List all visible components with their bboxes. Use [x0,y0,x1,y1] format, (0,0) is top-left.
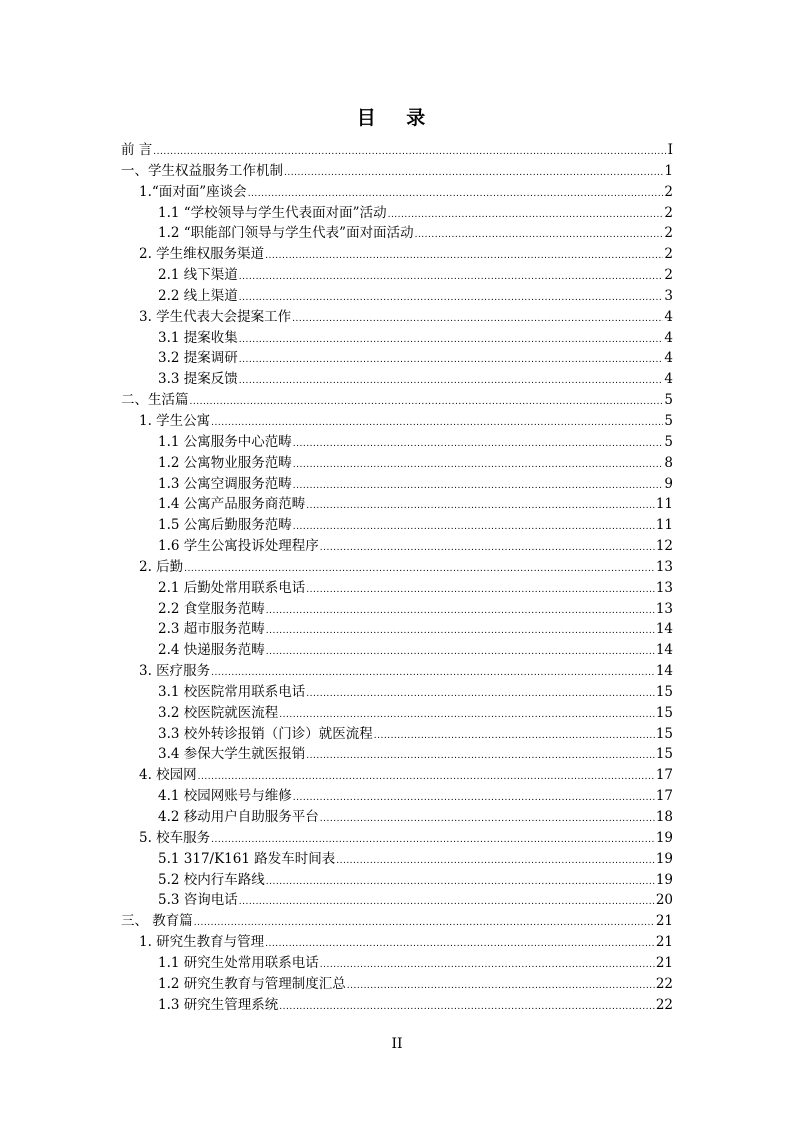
toc-entry-page: I [667,142,673,158]
toc-entry[interactable] [121,472,673,493]
toc-entry-label: 5.1 317/K161 路发车时间表 [158,850,336,867]
dot-leader [320,961,655,970]
toc-entry-page: 15 [655,725,673,742]
toc-entry[interactable] [121,909,673,930]
dot-leader [374,732,655,741]
toc-entry[interactable] [121,701,673,722]
dot-leader [266,648,655,657]
toc-entry-page: 13 [655,579,673,596]
toc-entry-label: 5.2 校内行车路线 [158,871,265,888]
dot-leader [211,836,655,845]
page-number: II [391,1036,403,1052]
dot-leader [306,502,655,511]
toc-entry-page: 15 [655,746,673,763]
toc-entry-page: 13 [655,600,673,617]
toc-entry-page: 4 [664,371,673,388]
toc-entry-label: 1.3 公寓空调服务范畴 [158,475,292,492]
toc-entry-label: 4.2 移动用户自助服务平台 [158,809,319,825]
toc-entry[interactable] [121,784,673,805]
toc-entry-label: 二、生活篇 [121,392,189,409]
dot-leader [194,919,655,928]
toc-entry-label: 前 言 [121,142,153,158]
dot-leader [211,419,663,428]
toc-entry-label: 1.5 公寓后勤服务范畴 [158,517,292,534]
toc-entry-label: 2.2 食堂服务范畴 [158,600,265,617]
dot-leader [184,565,655,574]
toc-entry[interactable] [121,763,673,784]
toc-entry-page: 20 [655,892,673,909]
toc-entry[interactable] [121,576,673,597]
toc-entry-label: 三、 教育篇 [121,913,193,930]
toc-entry[interactable] [121,409,673,430]
dot-leader [388,211,664,220]
dot-leader [293,523,655,532]
dot-leader [306,690,655,699]
dot-leader [265,252,663,261]
toc-entry[interactable] [121,868,673,889]
toc-entry-page: 19 [655,850,673,867]
toc-entry[interactable] [121,367,673,388]
toc-entry-page: 9 [664,475,673,492]
dot-leader [336,857,655,866]
toc-entry-label: 5.3 咨询电话 [158,892,238,909]
toc-entry-label: 3.1 校医院常用联系电话 [158,683,306,700]
toc-entry-page: 11 [655,496,673,513]
toc-entry-label: 3.4 参保大学生就医报销 [158,746,306,763]
toc-entry-page: 19 [655,829,673,846]
dot-leader [239,273,664,282]
toc-entry-page: 4 [664,308,673,325]
toc-entry[interactable] [121,242,673,263]
toc-entry-label: 1.2 公寓物业服务范畴 [158,454,292,471]
toc-entry[interactable] [121,930,673,951]
toc-entry-label: 4.1 校园网账号与维修 [158,788,292,805]
toc-entry-label: 4. 校园网 [139,767,197,784]
toc-entry-page: 1 [664,162,673,179]
dot-leader [190,398,664,407]
toc-entry[interactable] [121,492,673,513]
toc-entry[interactable] [121,305,673,326]
toc-entry-page: 4 [664,329,673,346]
toc-entry[interactable] [121,742,673,763]
dot-leader [320,815,655,824]
toc-entry-label: 2. 学生维权服务渠道 [139,246,265,263]
dot-leader [153,148,666,157]
toc-entry-page: 2 [664,183,673,200]
dot-leader [239,898,655,907]
dot-leader [265,940,655,949]
toc-entry-label: 3. 医疗服务 [139,663,211,680]
dot-leader [248,190,664,199]
toc-entry[interactable] [121,451,673,472]
toc-entry-label: 1.1 “学校领导与学生代表面对面”活动 [158,204,387,221]
toc-entry-label: 1.4 公寓产品服务商范畴 [158,496,306,513]
dot-leader [293,794,655,803]
toc-entry[interactable] [121,951,673,972]
toc-entry[interactable] [121,680,673,701]
toc-entry-page: 22 [655,975,673,992]
dot-leader [266,607,655,616]
dot-leader [293,461,664,470]
toc-entry-page: 21 [655,934,673,951]
toc-entry[interactable] [121,993,673,1014]
toc-entry[interactable] [121,722,673,743]
toc-entry[interactable] [121,805,673,826]
toc-entry-page: 2 [664,204,673,221]
toc-entry-label: 3.3 校外转诊报销（门诊）就医流程 [158,725,373,742]
toc-entry-label: 1.1 公寓服务中心范畴 [158,433,292,450]
toc-entry[interactable] [121,221,673,242]
toc-entry-label: 3.3 提案反馈 [158,371,238,388]
dot-leader [292,315,663,324]
table-of-contents [121,138,673,1013]
toc-entry[interactable] [121,638,673,659]
toc-entry[interactable] [121,159,673,180]
toc-entry-label: 2.2 线上渠道 [158,287,238,304]
toc-entry[interactable] [121,346,673,367]
dot-leader [239,294,664,303]
dot-leader [284,169,663,178]
toc-entry-page: 15 [655,683,673,700]
toc-entry[interactable] [121,888,673,909]
dot-leader [293,440,664,449]
toc-entry-page: 22 [655,996,673,1013]
toc-entry-label: 3. 学生代表大会提案工作 [139,308,292,325]
toc-entry-label: 2.3 超市服务范畴 [158,621,265,638]
page-title: 目 录 [356,107,438,129]
dot-leader [306,586,655,595]
dot-leader [320,544,655,553]
toc-entry[interactable] [121,201,673,222]
dot-leader [347,982,655,991]
toc-entry-label: 1.2 “职能部门领导与学生代表”面对面活动 [158,225,414,242]
toc-entry-label: 一、学生权益服务工作机制 [121,162,283,179]
toc-entry-label: 1.3 研究生管理系统 [158,996,279,1013]
toc-entry-label: 1. 学生公寓 [139,412,211,429]
toc-entry-page: 14 [655,642,673,659]
toc-entry[interactable] [121,180,673,201]
toc-entry-label: 3.2 提案调研 [158,350,238,367]
toc-entry-label: 1.“面对面”座谈会 [139,183,247,200]
dot-leader [293,482,664,491]
toc-entry-label: 5. 校车服务 [139,829,211,846]
toc-entry[interactable] [121,326,673,347]
toc-entry-label: 2.4 快递服务范畴 [158,642,265,659]
toc-entry-page: 5 [664,433,673,450]
toc-entry-page: 8 [664,454,673,471]
dot-leader [266,627,655,636]
toc-entry[interactable] [121,388,673,409]
toc-entry-page: 18 [655,809,673,825]
toc-entry-label: 1.6 学生公寓投诉处理程序 [158,538,319,555]
toc-entry-page: 2 [664,267,673,284]
toc-entry-page: 19 [655,871,673,888]
toc-entry-label: 1. 研究生教育与管理 [139,934,265,951]
dot-leader [279,1003,655,1012]
toc-entry[interactable] [121,617,673,638]
toc-entry-label: 3.1 提案收集 [158,329,238,346]
dot-leader [198,773,655,782]
toc-entry-page: 3 [664,287,673,304]
toc-entry-page: 17 [655,788,673,805]
toc-entry[interactable] [121,284,673,305]
toc-entry-label: 1.1 研究生处常用联系电话 [158,954,319,971]
toc-entry-label: 3.2 校医院就医流程 [158,704,279,721]
toc-entry[interactable] [121,847,673,868]
toc-entry-page: 12 [655,538,673,555]
toc-entry-label: 2. 后勤 [139,558,184,575]
toc-entry[interactable] [121,597,673,618]
dot-leader [266,878,655,887]
toc-entry[interactable] [121,826,673,847]
toc-entry[interactable] [121,263,673,284]
toc-entry[interactable] [121,513,673,534]
toc-entry[interactable] [121,972,673,993]
dot-leader [239,336,664,345]
toc-entry-label: 2.1 后勤处常用联系电话 [158,579,306,596]
toc-entry-label: 2.1 线下渠道 [158,267,238,284]
toc-entry[interactable] [121,659,673,680]
toc-entry-page: 14 [655,663,673,680]
toc-entry-page: 2 [664,225,673,242]
toc-entry-page: 5 [664,412,673,429]
toc-entry-page: 13 [655,558,673,575]
toc-entry-page: 5 [664,392,673,409]
dot-leader [279,711,655,720]
toc-entry-page: 2 [664,246,673,263]
toc-entry[interactable] [121,534,673,555]
toc-entry-label: 1.2 研究生教育与管理制度汇总 [158,975,346,992]
dot-leader [415,231,664,240]
toc-entry[interactable] [121,555,673,576]
toc-entry-page: 21 [655,954,673,971]
toc-entry-page: 4 [664,350,673,367]
dot-leader [239,377,664,386]
toc-entry[interactable] [121,138,673,159]
toc-entry-page: 21 [655,913,673,930]
toc-entry-page: 14 [655,621,673,638]
toc-entry-page: 17 [655,767,673,784]
toc-entry[interactable] [121,430,673,451]
dot-leader [306,752,655,761]
dot-leader [239,356,664,365]
dot-leader [211,669,655,678]
toc-entry-page: 15 [655,704,673,721]
toc-entry-page: 11 [655,517,673,534]
